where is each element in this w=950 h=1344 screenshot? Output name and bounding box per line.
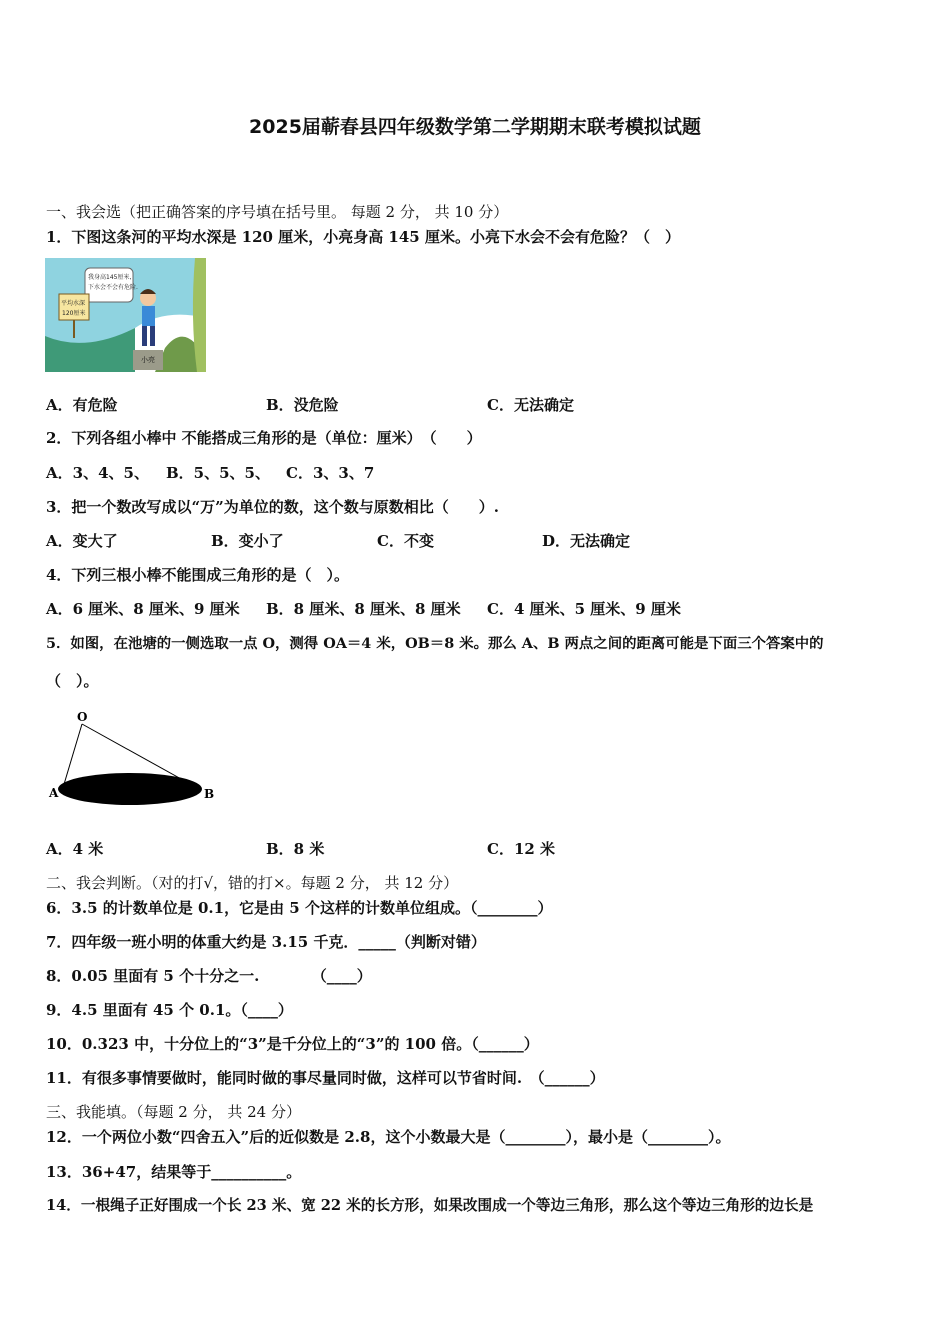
q2-option-b[interactable]: B．5、5、5、: [166, 464, 270, 482]
point-a-label: A: [49, 786, 59, 800]
q5-option-a[interactable]: A．4 米: [46, 840, 104, 858]
section1-heading: 一、我会选（把正确答案的序号填在括号里。 每题 2 分， 共 10 分）: [46, 203, 509, 221]
q1-option-c[interactable]: C．无法确定: [487, 396, 574, 414]
svg-text:120厘米: 120厘米: [62, 310, 86, 317]
question-5-figure: [44, 706, 224, 816]
q2-option-c[interactable]: C．3、3、7: [286, 464, 375, 482]
q4-option-a[interactable]: A．6 厘米、8 厘米、9 厘米: [46, 600, 240, 618]
section3-heading: 三、我能填。（每题 2 分， 共 24 分）: [46, 1103, 301, 1121]
question-10: 10．0.323 中，十分位上的“3”是千分位上的“3”的 100 倍。（______）: [46, 1035, 539, 1053]
q3-option-b[interactable]: B．变小了: [211, 532, 284, 550]
q4-option-b[interactable]: B．8 厘米、8 厘米、8 厘米: [266, 600, 461, 618]
svg-text:下水会不会有危险.: 下水会不会有危险.: [88, 284, 138, 291]
point-b-label: B: [204, 787, 215, 801]
question-3: 3．把一个数改写成以“万”为单位的数，这个数与原数相比（ ）.: [46, 498, 499, 516]
question-11: 11．有很多事情要做时，能同时做的事尽量同时做，这样可以节省时间. （______）: [46, 1069, 605, 1087]
page-title: 2025届蕲春县四年级数学第二学期期末联考模拟试题: [249, 116, 701, 138]
boy-name-label: 小亮: [141, 356, 155, 364]
question-1-illustration: [45, 258, 206, 372]
pond-shape: [58, 773, 202, 805]
question-5: 5．如图，在池塘的一侧选取一点 O，测得 OA＝4 米，OB＝8 米。那么 A、B 两点之间的距离可能是下面三个答案中的: [46, 635, 824, 652]
q1-option-b[interactable]: B．没危险: [266, 396, 339, 414]
question-1: 1．下图这条河的平均水深是 120 厘米，小亮身高 145 厘米。小亮下水会不会有危险？（ ）: [46, 228, 680, 246]
q1-option-a[interactable]: A．有危险: [46, 396, 118, 414]
question-13: 13．36+47，结果等于__________。: [46, 1163, 302, 1181]
q4-option-c[interactable]: C．4 厘米、5 厘米、9 厘米: [487, 600, 681, 618]
question-7: 7．四年级一班小明的体重大约是 3.15 千克．_____（判断对错）: [46, 933, 486, 951]
question-2: 2．下列各组小棒中 不能搭成三角形的是（单位：厘米） （ ）: [46, 429, 482, 447]
river-boy-picture: [45, 258, 206, 372]
section2-heading: 二、我会判断。（对的打√，错的打×。每题 2 分， 共 12 分）: [46, 874, 459, 892]
q3-option-a[interactable]: A．变大了: [46, 532, 118, 550]
q5-option-c[interactable]: C．12 米: [487, 840, 556, 858]
speech-bubble-text: 我身高145厘米,: [88, 274, 132, 281]
question-6: 6．3.5 的计数单位是 0.1，它是由 5 个这样的计数单位组成。（________）: [46, 899, 553, 917]
point-o-label: O: [77, 710, 88, 724]
question-5-blank: （ ）。: [46, 672, 99, 690]
q5-option-b[interactable]: B．8 米: [266, 840, 325, 858]
question-8: 8．0.05 里面有 5 个十分之一. （____）: [46, 967, 372, 985]
q3-option-d[interactable]: D．无法确定: [542, 532, 631, 550]
q3-option-c[interactable]: C．不变: [377, 532, 434, 550]
q2-option-a[interactable]: A．3、4、5、: [46, 464, 149, 482]
question-12: 12．一个两位小数“四舍五入”后的近似数是 2.8，这个小数最大是（________），最小是（________）。: [46, 1128, 731, 1146]
pond-diagram: [44, 706, 224, 816]
question-14: 14．一根绳子正好围成一个长 23 米、宽 22 米的长方形，如果改围成一个等边三角形，那么这个等边三角形的边长是: [46, 1197, 814, 1214]
question-9: 9．4.5 里面有 45 个 0.1。（____）: [46, 1001, 293, 1019]
depth-sign-text: 平均水深: [61, 300, 86, 307]
question-4: 4．下列三根小棒不能围成三角形的是（ ）。: [46, 566, 349, 584]
